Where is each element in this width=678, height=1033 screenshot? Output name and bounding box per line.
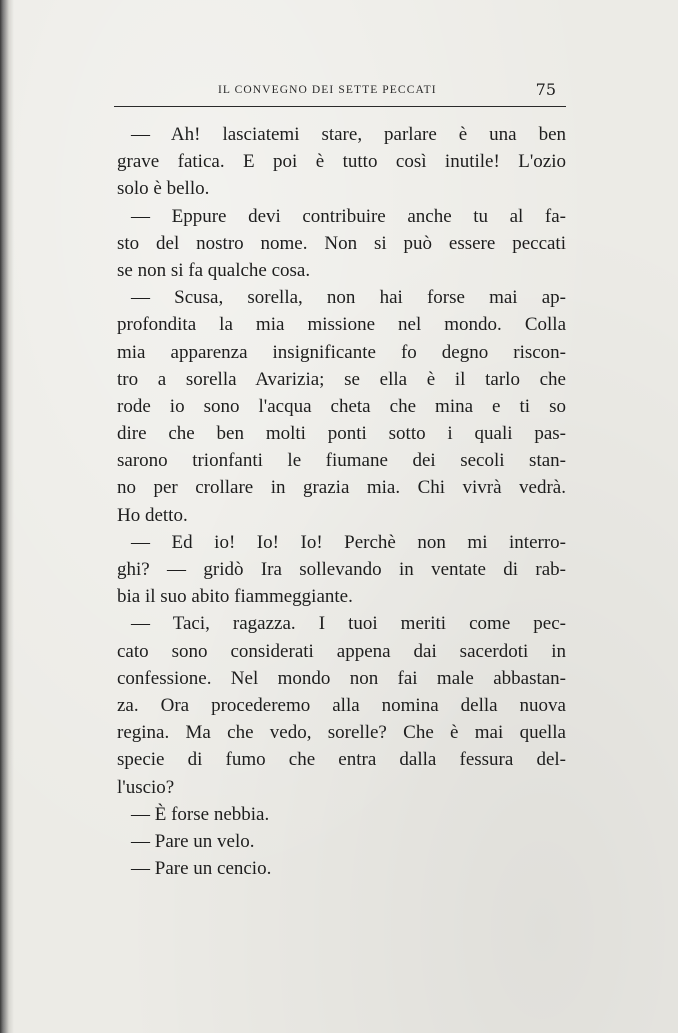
text-line: sto del nostro nome. Non si può essere peccati (117, 232, 566, 254)
page-binding-shadow (0, 0, 14, 1033)
text-line: — Scusa, sorella, non hai forse mai ap- (131, 287, 566, 309)
text-line: — Pare un velo. (131, 830, 255, 852)
text-line: tro a sorella Avarizia; se ella è il tarlo che (117, 368, 566, 390)
text-line: dire che ben molti ponti sotto i quali pas- (117, 423, 566, 445)
text-line: — Pare un cencio. (131, 858, 272, 880)
text-line: Ho detto. (117, 504, 188, 526)
text-line: regina. Ma che vedo, sorelle? Che è mai quella (117, 722, 566, 744)
text-line: solo è bello. (117, 178, 210, 200)
text-line: — È forse nebbia. (131, 803, 270, 825)
text-line: profondita la mia missione nel mondo. Colla (117, 314, 566, 336)
header-rule (114, 106, 566, 107)
body-text (117, 121, 566, 882)
text-line: — Taci, ragazza. I tuoi meriti come pec- (131, 613, 566, 635)
page-header (118, 80, 562, 104)
text-line: se non si fa qualche cosa. (117, 259, 311, 281)
text-line: cato sono considerati appena dai sacerdoti in (117, 640, 566, 662)
page-number: 75 (535, 80, 556, 99)
text-line: confessione. Nel mondo non fai male abbastan- (117, 667, 566, 689)
text-line: — Ed io! Io! Io! Perchè non mi interro- (131, 531, 566, 553)
text-line: za. Ora procederemo alla nomina della nuova (117, 694, 566, 716)
text-line: sarono trionfanti le fiumane dei secoli stan- (117, 450, 566, 472)
text-line: rode io sono l'acqua cheta che mina e ti so (117, 395, 566, 417)
running-title: IL CONVEGNO DEI SETTE PECCATI (218, 84, 437, 96)
text-line: — Ah! lasciatemi stare, parlare è una ben (131, 124, 566, 145)
text-line: grave fatica. E poi è tutto così inutile! L'ozio (117, 151, 566, 173)
text-line: — Eppure devi contribuire anche tu al fa- (131, 205, 566, 227)
text-line: ghi? — gridò Ira sollevando in ventate di rab- (117, 559, 566, 580)
text-line: bia il suo abito fiammeggiante. (117, 586, 353, 608)
text-line: specie di fumo che entra dalla fessura del- (117, 749, 566, 771)
text-line: l'uscio? (117, 776, 175, 798)
text-line: mia apparenza insignificante fo degno riscon- (117, 341, 566, 363)
text-line: no per crollare in grazia mia. Chi vivrà vedrà. (117, 477, 566, 499)
